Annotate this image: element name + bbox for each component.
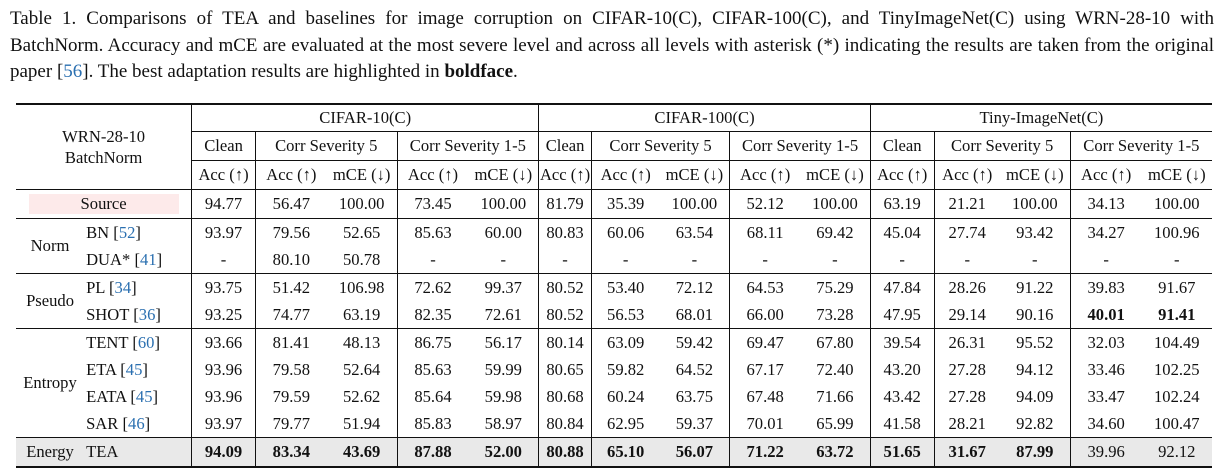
table-cell: 41.58 (870, 410, 934, 438)
table-cell: 56.17 (484, 332, 522, 352)
table-cell: 59.37 (659, 410, 729, 438)
metric-header: Acc (↑) (870, 161, 934, 190)
subgroup-clean: Clean (539, 132, 592, 161)
metric-header: mCE (↓) (468, 161, 538, 190)
table-cell-best: 52.00 (468, 438, 538, 468)
table-cell: - (591, 246, 659, 274)
subgroup-clean: Clean (870, 132, 934, 161)
metric-header: Acc (↑) (1070, 161, 1141, 190)
model-name: WRN-28-10 (62, 127, 146, 146)
table-cell-best: 63.72 (800, 438, 870, 468)
subgroup-sev15: Corr Severity 1-5 (730, 132, 871, 161)
table-cell: 60.00 (484, 222, 522, 242)
metric-header: Acc (↑) (192, 161, 256, 190)
table-cell: 43.20 (870, 356, 934, 383)
table-cell: 85.83 (397, 410, 468, 438)
citation[interactable]: 45 (125, 359, 143, 379)
caption-citation[interactable]: 56 (63, 61, 83, 82)
table-cell: 71.66 (816, 386, 854, 406)
table-cell: 67.48 (730, 383, 800, 410)
table-cell: 92.12 (1142, 438, 1212, 468)
table-cell: 34.60 (1070, 410, 1141, 438)
table-cell: - (1142, 246, 1212, 274)
table-cell: 93.97 (192, 219, 256, 247)
table-cell: 91.67 (1158, 277, 1196, 297)
table-cell: 100.00 (327, 190, 397, 219)
table-cell: 94.09 (1016, 386, 1054, 406)
table-cell: 72.62 (397, 274, 468, 302)
table-cell: 81.79 (539, 190, 592, 219)
table-cell: 80.14 (539, 329, 592, 357)
subgroup-sev5: Corr Severity 5 (934, 132, 1070, 161)
table-cell: 91.22 (1016, 277, 1054, 297)
caption-bold-word: boldface (444, 61, 514, 82)
table-cell-best: 51.65 (870, 438, 934, 468)
metric-header: mCE (↓) (659, 161, 729, 190)
table-cell: 47.84 (870, 274, 934, 302)
table-cell: 80.84 (539, 410, 592, 438)
table-cell: 39.96 (1070, 438, 1141, 468)
table-cell: 59.99 (484, 359, 522, 379)
table-cell: 60.24 (591, 383, 659, 410)
table-cell: 93.96 (192, 356, 256, 383)
metric-header: Acc (↑) (730, 161, 800, 190)
table-cell: 100.47 (1142, 410, 1212, 438)
results-table (16, 103, 1212, 468)
method-sar: SAR [46] (84, 410, 192, 438)
table-row-bn (16, 219, 1212, 247)
source-label-cell (16, 190, 192, 219)
metric-header: Acc (↑) (255, 161, 326, 190)
table-cell: 53.40 (591, 274, 659, 302)
subgroup-sev15: Corr Severity 1-5 (397, 132, 539, 161)
citation[interactable]: 34 (114, 277, 132, 297)
table-caption (10, 6, 1214, 86)
metric-header: Acc (↑) (934, 161, 1000, 190)
method-name: PL (86, 277, 109, 297)
subgroup-clean: Clean (192, 132, 256, 161)
table-cell-best: 87.99 (1000, 438, 1070, 468)
table-cell: - (800, 246, 870, 274)
table-cell: 80.68 (539, 383, 592, 410)
table-cell-best: 94.09 (192, 438, 256, 468)
method-tent: TENT [60] (86, 332, 160, 352)
model-header (16, 104, 192, 190)
table-cell: 79.77 (255, 410, 326, 438)
table-cell: 64.53 (730, 274, 800, 302)
table-cell: 33.47 (1070, 383, 1141, 410)
table-cell: 62.95 (591, 410, 659, 438)
table-cell: 66.00 (730, 301, 800, 329)
table-cell: 45.04 (870, 219, 934, 247)
method-pl: PL [34] (86, 277, 137, 297)
table-cell: 100.00 (468, 190, 538, 219)
table-cell: 52.62 (342, 386, 381, 406)
table-cell: - (397, 246, 468, 274)
table-cell: 27.74 (934, 219, 1000, 247)
table-row-shot (16, 301, 1212, 329)
group-label-norm: Norm (16, 219, 84, 274)
table-cell: - (468, 246, 538, 274)
table-cell: 93.97 (192, 410, 256, 438)
group-label-entropy: Entropy (16, 329, 84, 438)
table-cell: 92.82 (1000, 410, 1070, 438)
norm-name: BatchNorm (64, 148, 143, 167)
table-row-tent (16, 329, 1212, 357)
table-cell: 28.26 (934, 274, 1000, 302)
table-cell: 93.96 (192, 383, 256, 410)
table-cell: 104.49 (1153, 332, 1200, 352)
table-cell: 39.83 (1070, 274, 1141, 302)
metric-header: mCE (↓) (327, 161, 397, 190)
table-cell: 100.00 (1142, 190, 1212, 219)
citation[interactable]: 60 (137, 332, 155, 352)
table-cell: 75.29 (816, 277, 854, 297)
table-row-pl (16, 274, 1212, 302)
table-cell-best: 80.88 (539, 438, 592, 468)
table-row-eta (16, 356, 1212, 383)
method-name: TENT (86, 332, 133, 352)
table-cell: 35.39 (591, 190, 659, 219)
table-cell: 73.28 (800, 301, 870, 329)
table-cell: 28.21 (934, 410, 1000, 438)
table-cell: 74.77 (255, 301, 326, 329)
table-cell: 69.42 (816, 222, 854, 242)
table-cell: - (934, 246, 1000, 274)
table-cell: 106.98 (338, 277, 385, 297)
table-cell: 67.17 (730, 356, 800, 383)
table-cell: 69.47 (730, 329, 800, 357)
method-dua: DUA* [41] (84, 246, 192, 274)
table-cell: 93.75 (192, 274, 256, 302)
table-cell: 72.12 (675, 277, 714, 297)
table-cell: 47.95 (870, 301, 934, 329)
table-cell: - (1000, 246, 1070, 274)
table-cell: 102.25 (1153, 359, 1200, 379)
method-eta: ETA [45] (86, 359, 148, 379)
table-cell: - (192, 246, 256, 274)
table-cell: 56.53 (591, 301, 659, 329)
table-cell: - (870, 246, 934, 274)
table-cell: 72.61 (468, 301, 538, 329)
metric-header: mCE (↓) (800, 161, 870, 190)
table-cell: 59.42 (675, 332, 714, 352)
table-row-source (16, 190, 1212, 219)
method-name: SHOT (86, 304, 134, 324)
table-cell: 80.52 (539, 301, 592, 329)
table-cell: - (539, 246, 592, 274)
subgroup-sev5: Corr Severity 5 (255, 132, 397, 161)
table-cell: 79.58 (255, 356, 326, 383)
table-cell: 79.59 (255, 383, 326, 410)
table-cell: 100.00 (800, 190, 870, 219)
table-cell: 72.40 (816, 359, 854, 379)
table-cell: 32.03 (1070, 329, 1141, 357)
subgroup-sev15: Corr Severity 1-5 (1070, 132, 1212, 161)
dataset-header-cifar10: CIFAR-10(C) (192, 104, 539, 132)
table-cell-best: 87.88 (397, 438, 468, 468)
table-cell: 50.78 (327, 246, 397, 274)
table-cell-best: 56.07 (659, 438, 729, 468)
table-cell: 34.13 (1070, 190, 1141, 219)
table-cell: 73.45 (397, 190, 468, 219)
method-eata: EATA [45] (86, 386, 159, 406)
metric-header: Acc (↑) (397, 161, 468, 190)
group-label-pseudo: Pseudo (16, 274, 84, 329)
table-cell: 60.06 (591, 219, 659, 247)
table-cell: 94.77 (192, 190, 256, 219)
table-row-dua (16, 246, 1212, 274)
caption-text-mid: ]. The best adaptation results are highlighted in (82, 61, 445, 82)
table-cell: 68.01 (659, 301, 729, 329)
table-cell: 80.52 (539, 274, 592, 302)
caption-text: Table 1. Comparisons of TEA and baselines for image corruption on CIFAR-10(C), CIFAR-100(C), and TinyImageNet(C) using WRN-28-10 with BatchNorm. Accuracy and mCE are evaluated at the most severe level and across all levels with asterisk (*) indicating the results are taken from the original paper [ (10, 8, 1214, 82)
caption-end: . (513, 61, 518, 82)
method-name: ETA (86, 359, 121, 379)
table-cell: 63.09 (591, 329, 659, 357)
table-row-sar (16, 410, 1212, 438)
table-cell: 52.12 (730, 190, 800, 219)
table-cell: 79.56 (255, 219, 326, 247)
table-cell: 85.64 (397, 383, 468, 410)
citation[interactable]: 41 (140, 249, 157, 269)
table-cell: 80.65 (539, 356, 592, 383)
table-cell: - (730, 246, 800, 274)
table-cell: 99.37 (484, 277, 522, 297)
dataset-header-tiny: Tiny-ImageNet(C) (870, 104, 1212, 132)
table-cell: 43.42 (870, 383, 934, 410)
table-cell: 58.97 (468, 410, 538, 438)
metric-header: Acc (↑) (539, 161, 592, 190)
table-cell: 100.96 (1153, 222, 1200, 242)
table-cell: 90.16 (1000, 301, 1070, 329)
table-cell-best: 40.01 (1070, 301, 1141, 329)
dataset-header-cifar100: CIFAR-100(C) (539, 104, 871, 132)
table-cell: 95.52 (1016, 332, 1054, 352)
table-cell: 102.24 (1153, 386, 1200, 406)
table-cell: 67.80 (816, 332, 854, 352)
method-name: DUA* (86, 249, 135, 269)
table-cell-best: 91.41 (1142, 301, 1212, 329)
table-cell: 52.65 (342, 222, 381, 242)
table-cell-best: 83.34 (255, 438, 326, 468)
table-cell-best: 71.22 (730, 438, 800, 468)
table-cell: - (1070, 246, 1141, 274)
table-cell: 29.14 (934, 301, 1000, 329)
table-cell: 63.54 (675, 222, 714, 242)
table-cell: 70.01 (730, 410, 800, 438)
table-cell-best: 43.69 (327, 438, 397, 468)
table-cell: 85.63 (397, 219, 468, 247)
table-cell: 93.66 (192, 329, 256, 357)
table-cell: 27.28 (934, 356, 1000, 383)
table-cell: 39.54 (870, 329, 934, 357)
table-cell: 26.31 (934, 329, 1000, 357)
table-cell: 52.64 (342, 359, 381, 379)
table-cell: 81.41 (255, 329, 326, 357)
table-cell: 34.27 (1070, 219, 1141, 247)
table-cell: 93.42 (1016, 222, 1054, 242)
table-cell: 51.42 (255, 274, 326, 302)
table-row-tea (16, 438, 1212, 468)
table-cell: 68.11 (730, 219, 800, 247)
table-cell: 27.28 (934, 383, 1000, 410)
table-cell: 63.19 (327, 301, 397, 329)
table-cell: 33.46 (1070, 356, 1141, 383)
table-cell: 80.83 (539, 219, 592, 247)
table-cell: 85.63 (397, 356, 468, 383)
table-cell: 93.25 (192, 301, 256, 329)
citation[interactable]: 45 (135, 386, 153, 406)
method-name: BN (86, 222, 114, 242)
group-label-energy: Energy (16, 438, 84, 468)
table-cell: 63.75 (675, 386, 714, 406)
table-cell-best: 31.67 (934, 438, 1000, 468)
table-cell: 59.98 (484, 386, 522, 406)
table-cell: 86.75 (397, 329, 468, 357)
subgroup-sev5: Corr Severity 5 (591, 132, 729, 161)
citation[interactable]: 36 (138, 304, 156, 324)
table-cell: 56.47 (255, 190, 326, 219)
table-row-eata (16, 383, 1212, 410)
table-cell: 48.13 (342, 332, 381, 352)
method-name: EATA (86, 386, 131, 406)
method-tea: TEA (84, 438, 192, 468)
source-label: Source (29, 194, 179, 214)
citation[interactable]: 52 (118, 222, 136, 242)
method-bn: BN [52] (86, 222, 141, 242)
table-cell: 82.35 (397, 301, 468, 329)
table-cell: 51.94 (327, 410, 397, 438)
citation[interactable]: 46 (128, 413, 145, 433)
table-cell: 63.19 (870, 190, 934, 219)
table-cell-best: 65.10 (591, 438, 659, 468)
table-cell: 94.12 (1016, 359, 1054, 379)
method-shot: SHOT [36] (84, 301, 192, 329)
table-cell: 59.82 (591, 356, 659, 383)
method-name: SAR (86, 413, 123, 433)
table-cell: - (659, 246, 729, 274)
table-cell: 64.52 (675, 359, 714, 379)
table-cell: 80.10 (255, 246, 326, 274)
table-cell: 100.00 (1000, 190, 1070, 219)
metric-header: mCE (↓) (1142, 161, 1212, 190)
metric-header: Acc (↑) (591, 161, 659, 190)
table-cell: 100.00 (659, 190, 729, 219)
table-cell: 65.99 (800, 410, 870, 438)
metric-header: mCE (↓) (1000, 161, 1070, 190)
table-cell: 21.21 (934, 190, 1000, 219)
